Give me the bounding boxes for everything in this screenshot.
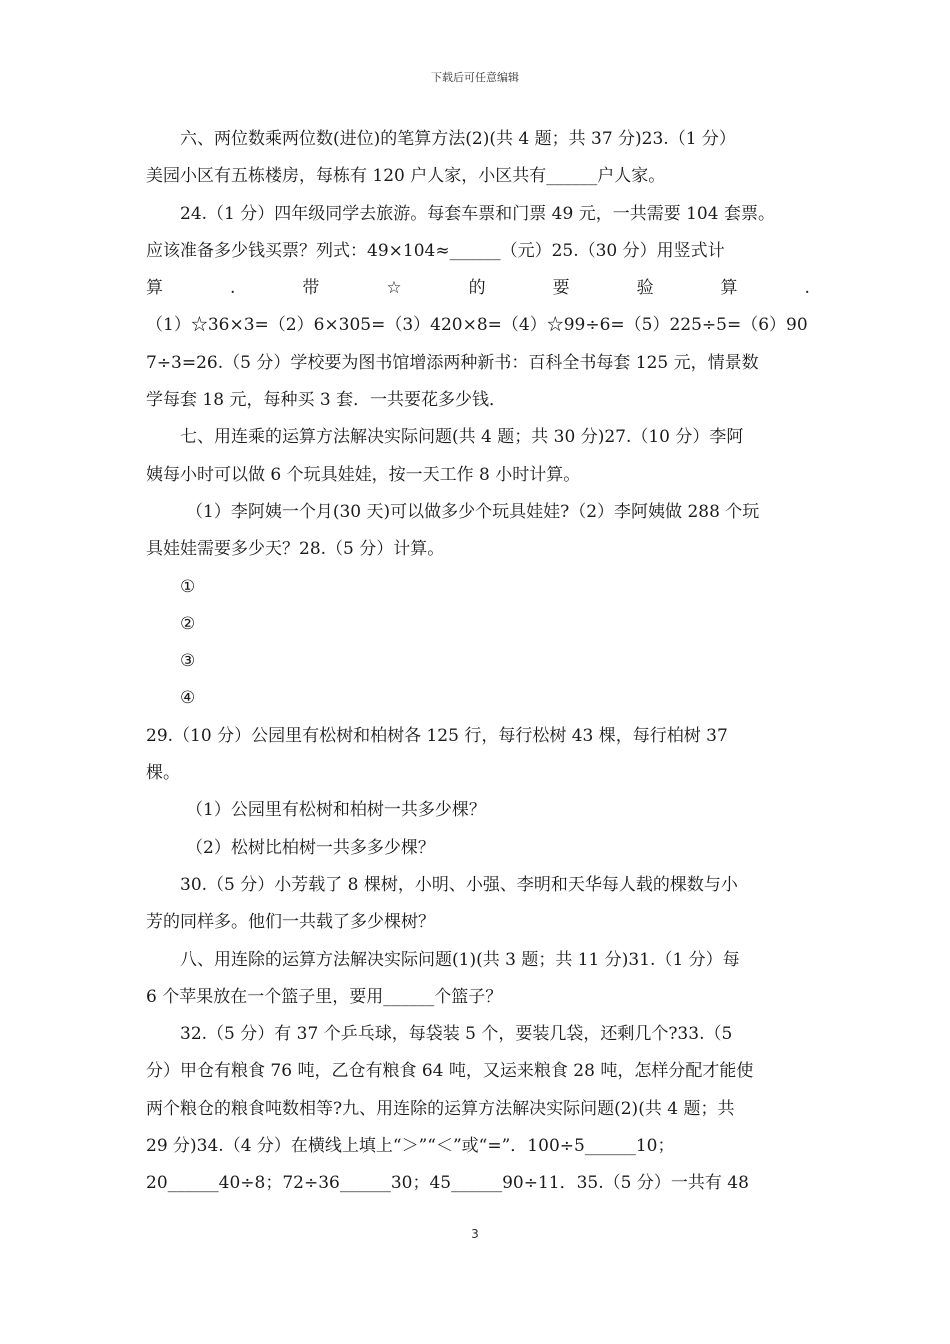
page-number: 3: [471, 1227, 479, 1241]
text-char: 算: [146, 278, 163, 299]
text-line: ①: [180, 576, 196, 597]
text-line: 芳的同样多。他们一共载了多少棵树？: [146, 912, 435, 933]
document-body: [146, 121, 810, 1203]
text-line: 应该准备多少钱买票？列式：49×104≈______（元）25.（30 分）用竖式计: [146, 240, 725, 261]
text-char: .: [804, 278, 810, 299]
text-line: 29.（10 分）公园里有松树和柏树各 125 行，每行松树 43 棵，每行柏树 37: [146, 725, 728, 746]
text-line: 两个粮仓的粮食吨数相等?九、用连除的运算方法解决实际问题(2)(共 4 题；共: [146, 1098, 735, 1119]
text-line: 20______40÷8；72÷36______30；45______90÷11．35.（5 分）一共有 48: [146, 1173, 749, 1194]
text-line: （1）李阿姨一个月(30 天)可以做多少个玩具娃娃?（2）李阿姨做 288 个玩: [186, 501, 760, 522]
text-char: 带: [302, 278, 320, 299]
text-line: 八、用连除的运算方法解决实际问题(1)(共 3 题；共 11 分)31.（1 分）每: [180, 949, 740, 970]
text-line: 24.（1 分）四年级同学去旅游。每套车票和门票 49 元，一共需要 104 套票。: [180, 203, 775, 224]
text-line: （2）松树比柏树一共多多少棵？: [186, 837, 435, 858]
text-char: 的: [468, 278, 486, 299]
text-line: ③: [180, 651, 196, 672]
text-line: 6 个苹果放在一个篮子里，要用______个篮子？: [146, 986, 503, 1007]
justified-text-line: [146, 270, 810, 307]
text-line: 学每套 18 元，每种买 3 套．一共要花多少钱．: [146, 390, 507, 411]
text-line: 分）甲仓有粮食 76 吨，乙仓有粮食 64 吨，又运来粮食 28 吨，怎样分配才能使: [146, 1061, 754, 1082]
text-char: .: [229, 278, 236, 299]
text-line: 30.（5 分）小芳载了 8 棵树，小明、小强、李明和天华每人载的棵数与小: [180, 874, 738, 895]
text-line: 7÷3=26.（5 分）学校要为图书馆增添两种新书：百科全书每套 125 元，情景数: [146, 352, 759, 373]
text-line: 具娃娃需要多少天？28.（5 分）计算。: [146, 539, 445, 560]
text-line: 29 分)34.（4 分）在横线上填上“＞”“＜”或“=”．100÷5______10；: [146, 1136, 675, 1157]
page-header: 下载后可任意编辑: [431, 71, 519, 84]
text-line: 姨每小时可以做 6 个玩具娃娃，按一天工作 8 小时计算。: [146, 464, 581, 485]
text-line: ④: [180, 688, 196, 709]
text-line: 七、用连乘的运算方法解决实际问题(共 4 题；共 30 分)27.（10 分）李阿: [180, 427, 744, 448]
text-line: ②: [180, 613, 196, 634]
text-char: 要: [552, 278, 570, 299]
text-char: 算: [720, 278, 738, 299]
text-line: （1）☆36×3=（2）6×305=（3）420×8=（4）☆99÷6=（5）225÷5=（6）90: [146, 315, 808, 336]
text-line: 六、两位数乘两位数(进位)的笔算方法(2)(共 4 题；共 37 分)23.（1 分）: [180, 129, 736, 149]
text-line: 美园小区有五栋楼房，每栋有 120 户人家，小区共有______户人家。: [146, 166, 666, 187]
text-line: （1）公园里有松树和柏树一共多少棵？: [186, 800, 486, 821]
text-char: ☆: [386, 278, 402, 299]
text-line: 32.（5 分）有 37 个乒乓球，每袋装 5 个，要装几袋，还剩几个?33.（5: [180, 1024, 733, 1045]
text-line: 棵。: [146, 763, 180, 784]
text-char: 验: [636, 278, 654, 299]
